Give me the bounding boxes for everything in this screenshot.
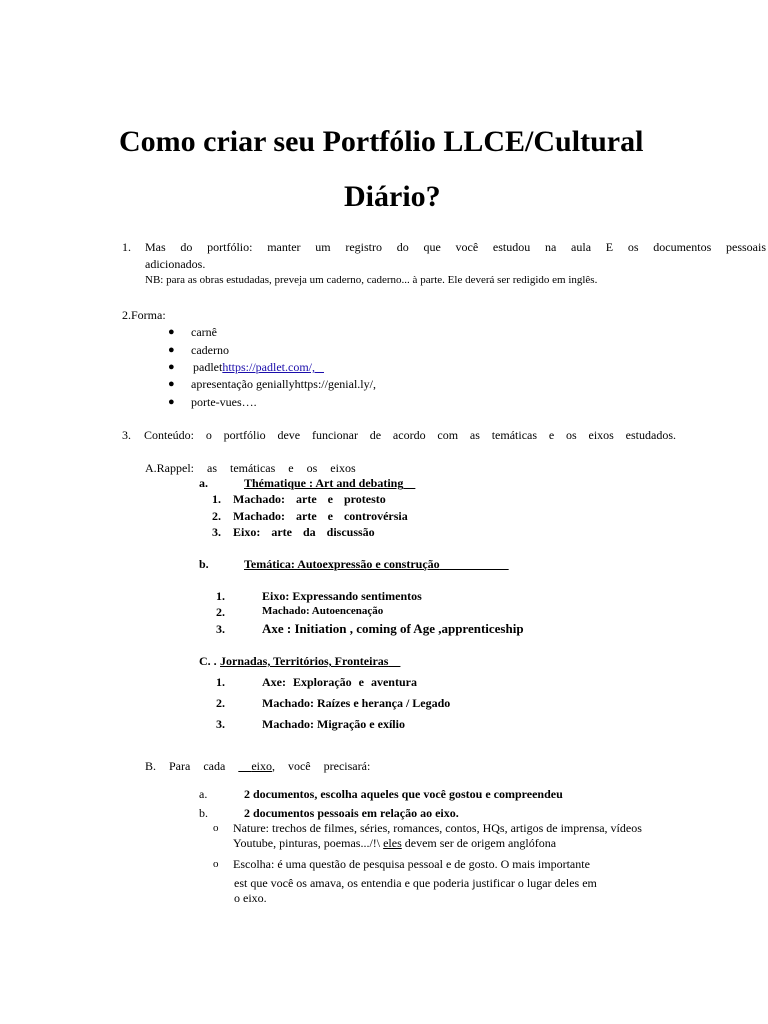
theme-a-title: Thématique : Art and debating [244,476,404,490]
theme-b-title: Temática: Autoexpressão e construção [244,557,440,571]
part-b-letter: B. [145,759,157,773]
theme-c-item-number: 1. [216,675,225,689]
theme-b-item-2: Machado: Autoencenação [262,605,384,617]
theme-b-item-3: Axe : Initiation , coming of Age ,apprenticeship [262,621,524,636]
form-item-porte-vues: porte-vues…. [191,395,257,409]
theme-a-item-2: Machado: arte e controvérsia [233,509,408,523]
bullet-icon: ● [168,361,175,373]
theme-a-item-number: 2. [212,509,221,523]
section-2-heading: 2.Forma: [122,308,166,322]
theme-c-item-1: Axe: Exploração e aventura [262,675,417,689]
theme-b-item-1: Eixo: Expressando sentimentos [262,589,422,603]
padlet-link[interactable]: https://padlet.com/, [222,360,315,374]
page-title: Como criar seu Portfólio LLCE/Cultural [119,125,644,158]
nature-line-1: Nature: trechos de filmes, séries, romances, contos, HQs, artigos de imprensa, vídeos [233,821,642,835]
section-1-number: 1. [122,240,131,254]
part-b-b-letter: b. [199,806,208,820]
theme-a-letter: a. [199,476,208,490]
form-item-genially: apresentação geniallyhttps://genial.ly/, [191,377,376,391]
bullet-icon: ● [168,326,175,338]
form-item-carne: carnê [191,325,217,339]
theme-b-letter: b. [199,557,209,571]
part-b-b-text: 2 documentos pessoais em relação ao eixo. [244,806,459,820]
theme-a-item-1: Machado: arte e protesto [233,492,386,506]
theme-c-item-number: 3. [216,717,225,731]
section-1-text-cont: adicionados. [145,257,206,271]
rappel-heading: A.Rappel: as temáticas e os eixos [145,461,356,475]
theme-b-item-number: 1. [216,589,225,603]
page-subtitle: Diário? [344,180,441,213]
theme-b-item-number: 3. [216,622,225,636]
escolha-line-3: o eixo. [234,891,267,905]
bullet-icon: ● [168,378,175,390]
escolha-line-2: est que você os amava, os entendia e que poderia justificar o lugar deles em [234,876,597,890]
theme-c-item-3: Machado: Migração e exílio [262,717,405,731]
form-item-padlet-label: padlet [193,360,223,374]
bullet-icon: ● [168,396,175,408]
bullet-icon: ● [168,344,175,356]
part-b-a-text: 2 documentos, escolha aqueles que você gostou e compreendeu [244,787,563,801]
escolha-line-1: Escolha: é uma questão de pesquisa pessoal e de gosto. O mais importante [233,857,590,871]
section-1-note: NB: para as obras estudadas, preveja um caderno, caderno... à parte. Ele deverá ser redigido em inglês. [145,274,598,286]
form-item-padlet [193,360,324,375]
theme-a-item-number: 1. [212,492,221,506]
theme-a-item-number: 3. [212,525,221,539]
form-item-caderno: caderno [191,343,229,357]
theme-b-item-number: 2. [216,605,225,619]
theme-c-item-number: 2. [216,696,225,710]
section-1-text: Mas do portfólio: manter um registro do que você estudou na aula E os documentos pessoais [145,240,766,254]
theme-c-letter: C. . [199,654,217,668]
circle-bullet-icon: o [213,858,219,870]
section-3-text: Conteúdo: o portfólio deve funcionar de acordo com as temáticas e os eixos estudados. [144,428,676,442]
nature-line-2: Youtube, pinturas, poemas.../!\ eles devem ser de origem anglófona [233,836,557,850]
theme-c-item-2: Machado: Raízes e herança / Legado [262,696,451,710]
theme-c-title: Jornadas, Territórios, Fronteiras [220,654,389,668]
theme-a-item-3: Eixo: arte da discussão [233,525,375,539]
part-b-heading: Para cada eixo, você precisará: [169,759,371,773]
circle-bullet-icon: o [213,822,219,834]
section-3-number: 3. [122,428,131,442]
part-b-a-letter: a. [199,787,208,801]
